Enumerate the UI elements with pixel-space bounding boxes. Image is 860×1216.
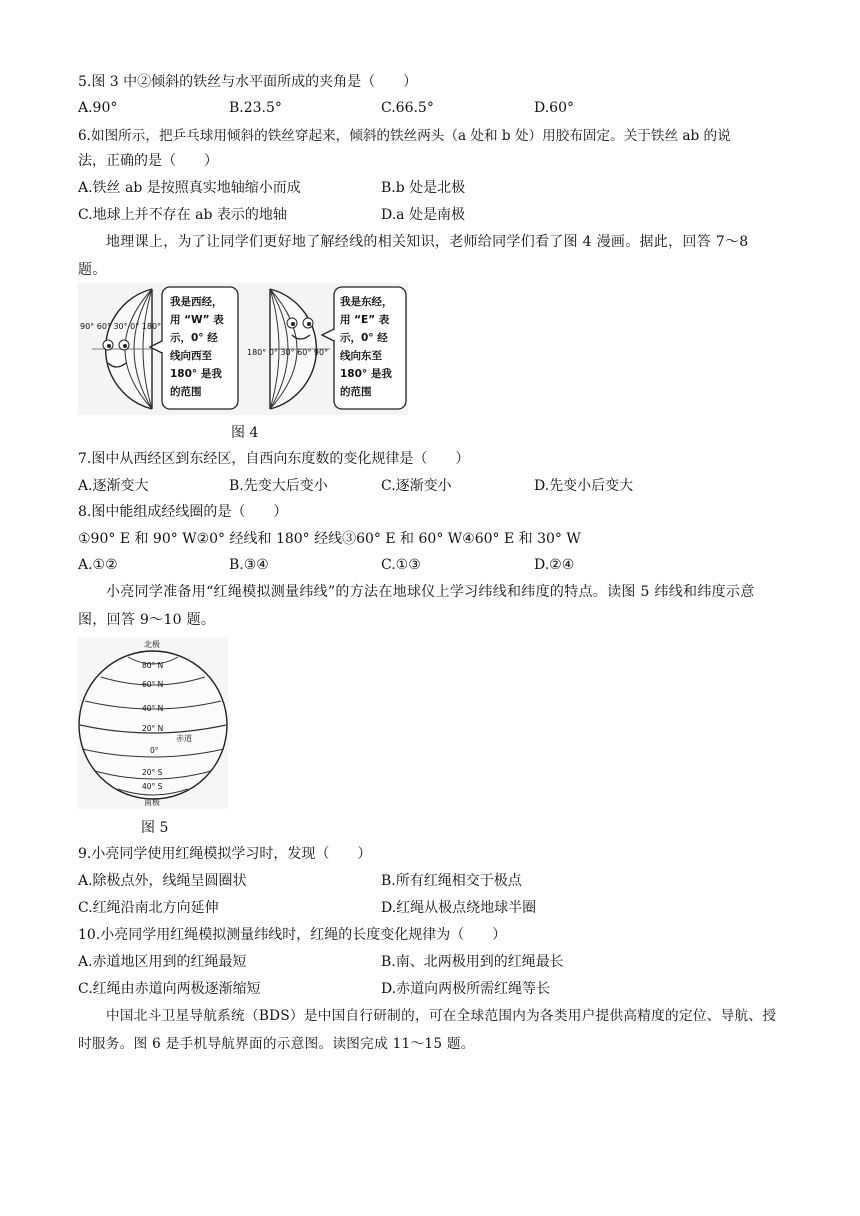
q6-option-a: A.铁丝 ab 是按照真实地轴缩小而成 (78, 180, 301, 196)
east-bubble-line-5: 180° 是我 (340, 368, 392, 380)
q10-stem: 10.小亮同学用红绳模拟测量纬线时，红绳的长度变化规律为（ ） (78, 927, 507, 943)
q9-option-d: D.红绳从极点绕地球半圈 (381, 900, 537, 916)
q8-items: ①90° E 和 90° W②0° 经线和 180° 经线③60° E 和 60° W④60° E 和 30° W (78, 531, 581, 547)
q9-option-a: A.除极点外，线绳呈圆圈状 (78, 873, 247, 889)
west-bubble-line-1: 我是西经， (170, 296, 223, 308)
intro-9-10: 小亮同学准备用“红绳模拟测量纬线”的方法在地球仪上学习纬线和纬度的特点。读图 5 纬线和纬度示意图，回答 9～10 题。 (78, 584, 755, 628)
west-bubble-line-2: 用 “W” 表 (170, 314, 224, 326)
latitude-label-20s: 20° S (142, 768, 163, 777)
figure-5-caption: 图 5 (141, 820, 169, 836)
q9-stem: 9.小亮同学使用红绳模拟学习时，发现（ ） (78, 846, 372, 862)
q9-option-b: B.所有红绳相交于极点 (381, 873, 522, 889)
intro-7-8: 地理课上，为了让同学们更好地了解经线的相关知识，老师给同学们看了图 4 漫画。据此，回答 7～8 题。 (78, 234, 749, 278)
west-bubble-line-4: 线向西至 (170, 350, 212, 362)
q5-option-c: C.66.5° (381, 100, 434, 116)
east-bubble-line-1: 我是东经， (340, 296, 393, 308)
q10-option-b: B.南、北两极用到的红绳最长 (381, 954, 564, 970)
latitude-label-80n: 80° N (142, 661, 164, 670)
q8-stem: 8.图中能组成经线圈的是（ ） (78, 504, 288, 520)
east-bubble-line-4: 线向东至 (340, 350, 382, 362)
west-longitude-ticks: 90° 60° 30° 0° 180° (80, 322, 162, 331)
q10-option-d: D.赤道向两极所需红绳等长 (381, 981, 551, 997)
q10-option-c: C.红绳由赤道向两极逐渐缩短 (78, 981, 261, 997)
q6-option-c: C.地球上并不存在 ab 表示的地轴 (78, 207, 287, 223)
east-bubble-line-6: 的范围 (340, 386, 372, 398)
figure-4-caption: 图 4 (231, 425, 259, 441)
q8-option-d: D.②④ (534, 557, 575, 573)
q5-option-b: B.23.5° (229, 100, 282, 116)
figure-4-cartoon (78, 283, 408, 415)
latitude-label-0: 0° (150, 746, 159, 755)
figure-5-latitude-globe (78, 637, 228, 809)
q6-stem-line1: 6.如图所示，把乒乓球用倾斜的铁丝穿起来，倾斜的铁丝两头（a 处和 b 处）用胶布固定。关于铁丝 ab 的说 (78, 128, 731, 144)
west-bubble-line-5: 180° 是我 (170, 368, 222, 380)
q5-option-a: A.90° (78, 100, 118, 116)
east-bubble-line-2: 用 “E” 表 (340, 314, 390, 326)
west-bubble-line-6: 的范围 (170, 386, 202, 398)
west-bubble-line-3: 示，0° 经 (170, 332, 218, 344)
q7-option-a: A.逐渐变大 (78, 478, 149, 494)
q7-stem: 7.图中从西经区到东经区，自西向东度数的变化规律是（ ） (78, 451, 470, 467)
q9-option-c: C.红绳沿南北方向延伸 (78, 900, 219, 916)
north-pole-label: 北极 (144, 640, 160, 649)
q5-option-d: D.60° (534, 100, 574, 116)
q7-option-b: B.先变大后变小 (229, 478, 328, 494)
latitude-label-60n: 60° N (142, 680, 164, 689)
equator-label: 赤道 (176, 734, 192, 743)
east-bubble-line-3: 示，0° 经 (340, 332, 388, 344)
east-longitude-ticks: 180° 0° 30° 60° 90° (247, 348, 329, 357)
intro-11-15: 中国北斗卫星导航系统（BDS）是中国自行研制的，可在全球范围内为各类用户提供高精度的定位、导航、授时服务。图 6 是手机导航界面的示意图。读图完成 11～15 题。 (78, 1008, 777, 1052)
q7-option-c: C.逐渐变小 (381, 478, 452, 494)
q6-stem-line2: 法，正确的是（ ） (78, 153, 218, 169)
q6-option-b: B.b 处是北极 (381, 180, 466, 196)
south-pole-label: 南极 (144, 798, 160, 807)
latitude-label-40s: 40° S (142, 782, 163, 791)
q7-option-d: D.先变小后变大 (534, 478, 634, 494)
q8-option-c: C.①③ (381, 557, 421, 573)
latitude-label-20n: 20° N (142, 724, 164, 733)
latitude-label-40n: 40° N (142, 704, 164, 713)
q8-option-b: B.③④ (229, 557, 269, 573)
q10-option-a: A.赤道地区用到的红绳最短 (78, 954, 247, 970)
q8-option-a: A.①② (78, 557, 118, 573)
q6-option-d: D.a 处是南极 (381, 207, 465, 223)
q5-stem: 5.图 3 中②倾斜的铁丝与水平面所成的夹角是（ ） (78, 74, 418, 90)
